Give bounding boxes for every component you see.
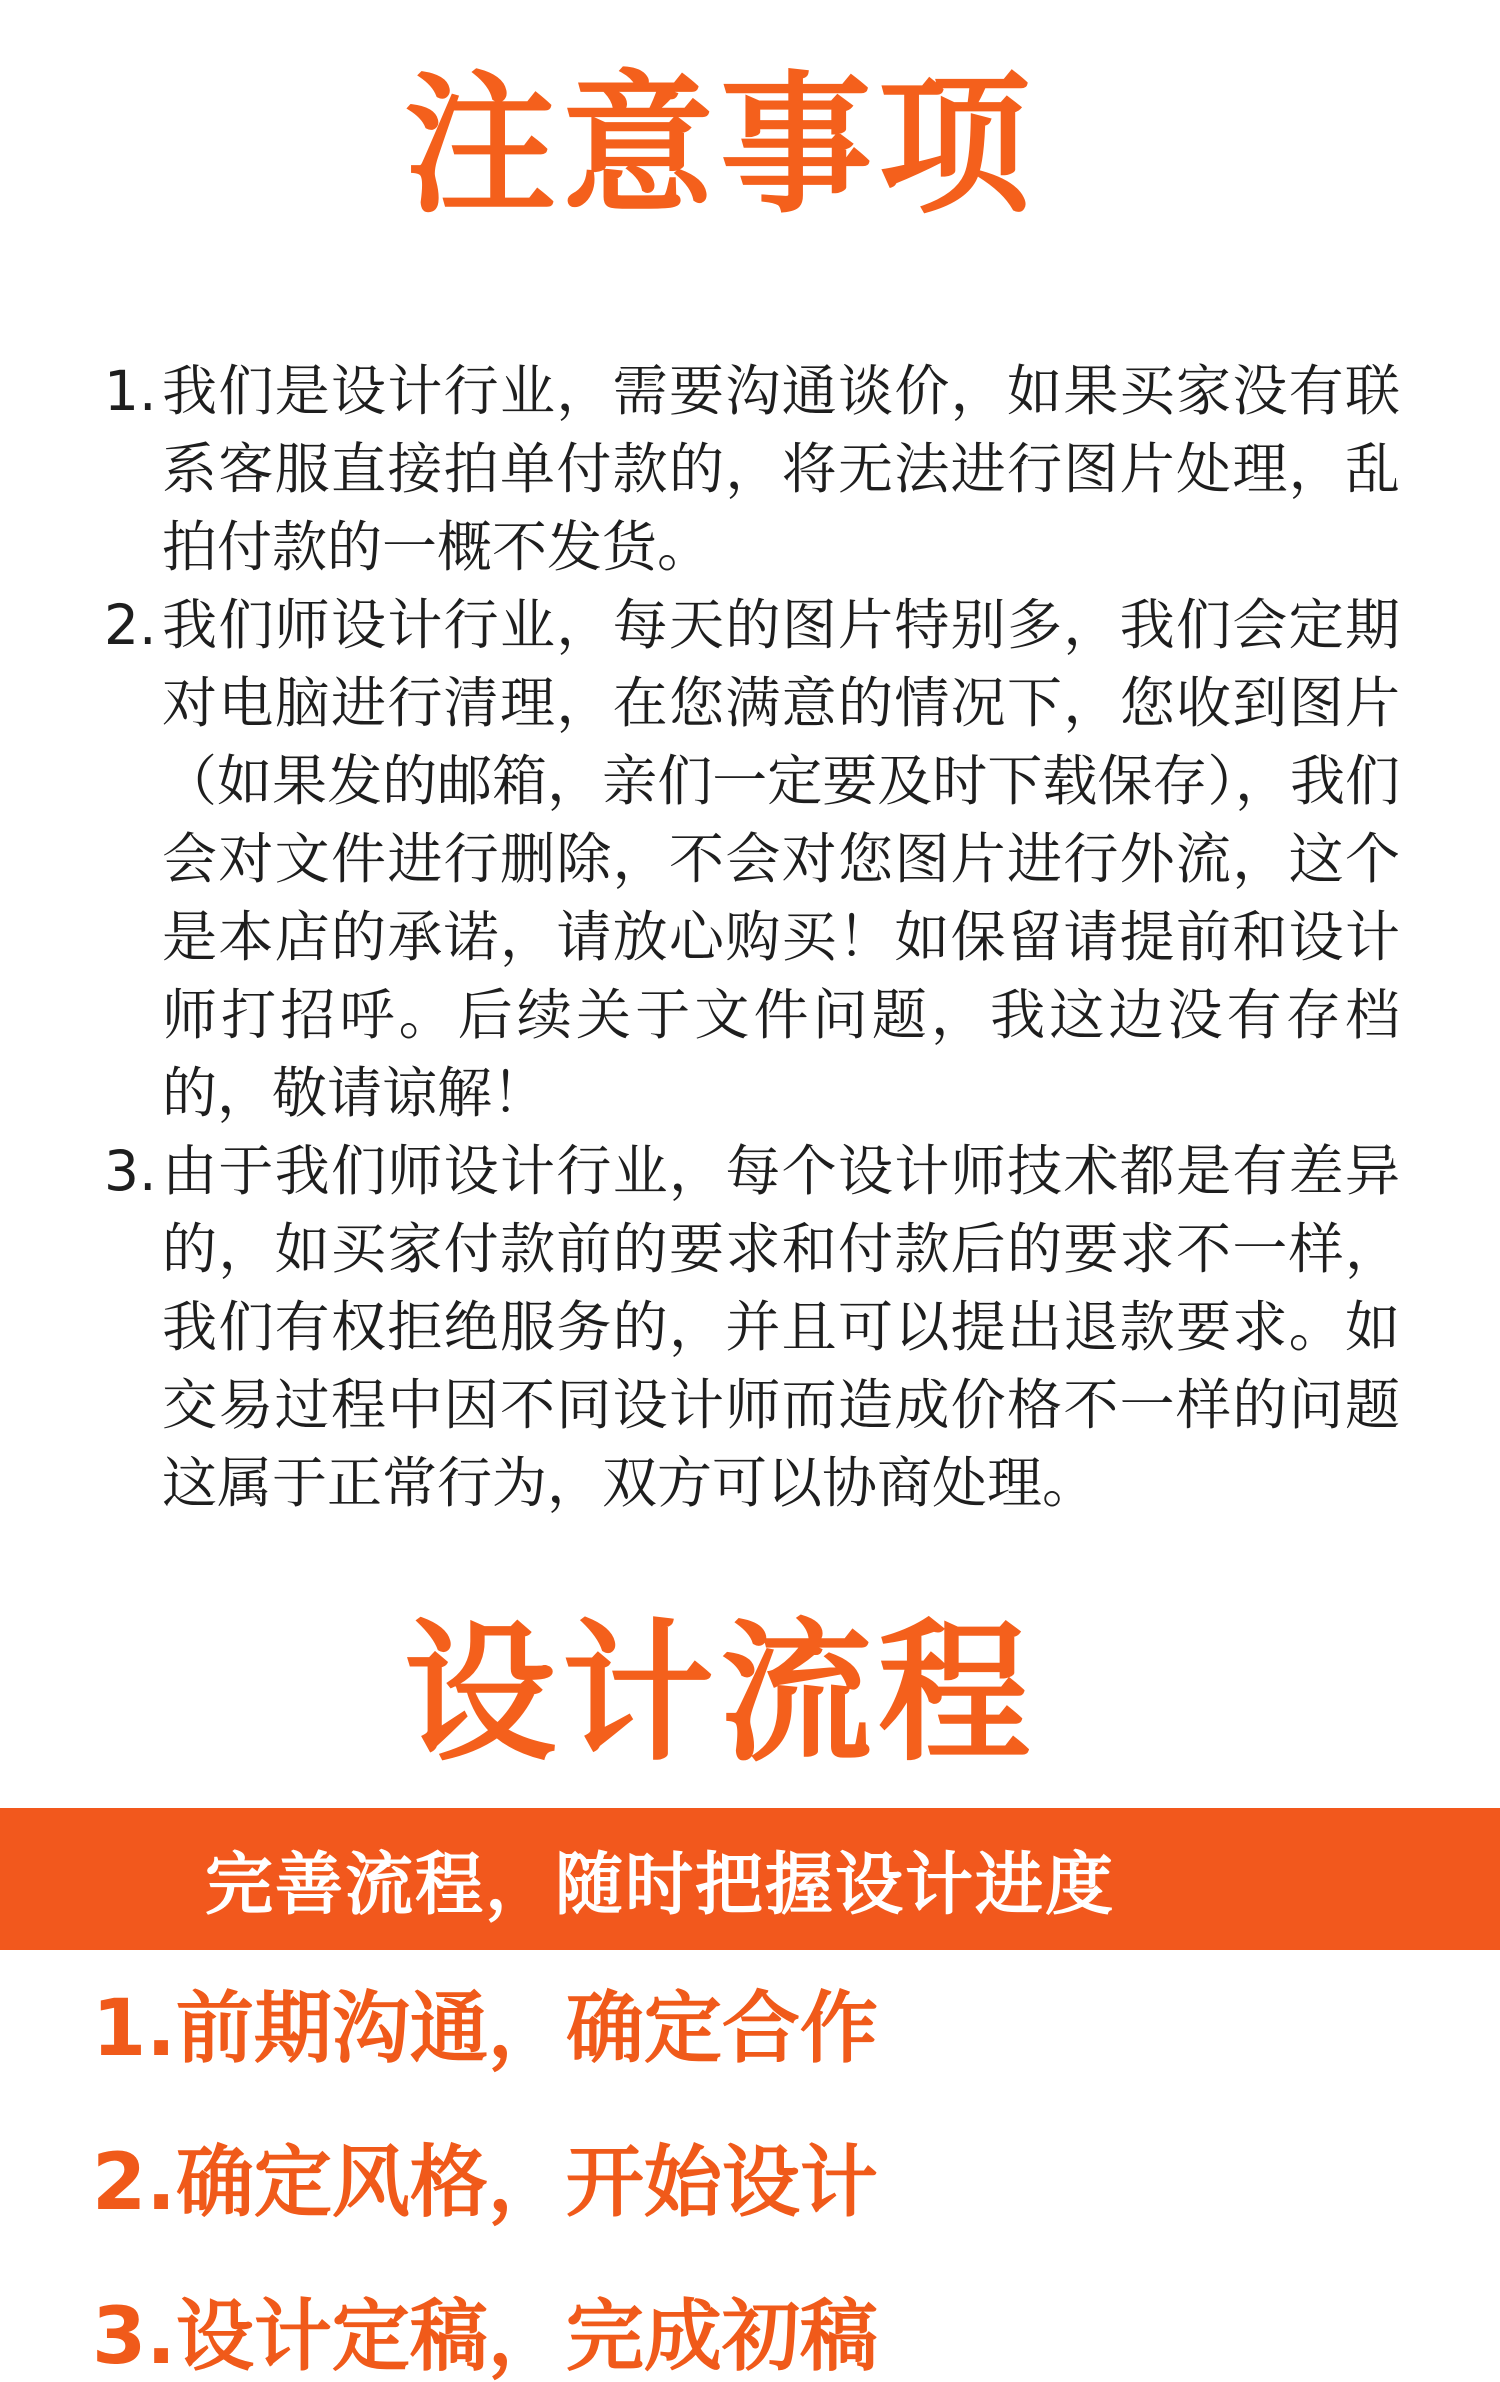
note-item-1 <box>100 352 1400 586</box>
note-number: 1. <box>104 359 157 423</box>
process-step-2: 2.确定风格，开始设计 <box>92 2138 878 2228</box>
note-text: 我们是设计行业，需要沟通谈价，如果买家没有联系客服直接拍单付款的，将无法进行图片处理，乱拍付款的一概不发货。 <box>162 359 1400 579</box>
note-text: 我们师设计行业，每天的图片特别多，我们会定期对电脑进行清理，在您满意的情况下，您收到图片（如果发的邮箱，亲们一定要及时下载保存），我们会对文件进行删除，不会对您图片进行外流，这个是本店的承诺，请放心购买！如保留请提前和设计师打招呼。后续关于文件问题，我这边没有存档的，敬请谅解！ <box>162 593 1400 1125</box>
banner-text: 完善流程，随时把握设计进度 <box>205 1845 1116 1925</box>
process-banner <box>0 1808 1500 1950</box>
note-item-2 <box>100 586 1400 1132</box>
process-step-1: 1.前期沟通，确定合作 <box>92 1984 878 2074</box>
process-steps <box>92 1984 1392 2382</box>
notes-list <box>100 352 1400 1522</box>
process-title: 设计流程 <box>404 1605 1036 1782</box>
process-step-3: 3.设计定稿，完成初稿 <box>92 2292 878 2382</box>
note-number: 2. <box>104 593 157 657</box>
note-item-3 <box>100 1132 1400 1522</box>
notes-title: 注意事项 <box>404 57 1036 234</box>
note-text: 由于我们师设计行业，每个设计师技术都是有差异的，如买家付款前的要求和付款后的要求不一样，我们有权拒绝服务的，并且可以提出退款要求。如交易过程中因不同设计师而造成价格不一样的问题这属于正常行为，双方可以协商处理。 <box>162 1139 1400 1515</box>
note-number: 3. <box>104 1139 157 1203</box>
